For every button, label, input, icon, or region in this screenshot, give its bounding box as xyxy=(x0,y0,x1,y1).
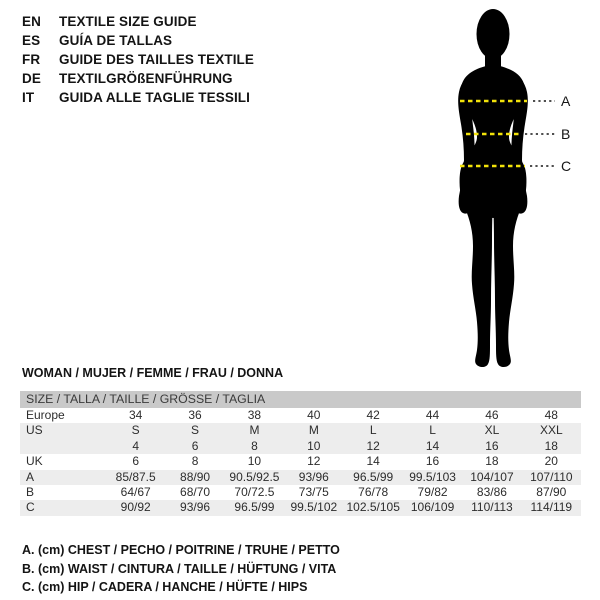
table-cell: 79/82 xyxy=(417,484,448,499)
table-cell: L xyxy=(369,423,377,438)
size-table-body xyxy=(20,408,581,516)
section-title: WOMAN / MUJER / FEMME / FRAU / DONNA xyxy=(22,366,284,380)
woman-silhouette xyxy=(458,9,528,367)
table-cell: S xyxy=(131,423,140,438)
language-row xyxy=(22,31,254,50)
table-cell: 4 xyxy=(132,438,140,453)
legend-line-hip: C. (cm) HIP / CADERA / HANCHE / HÜFTE / HIPS xyxy=(22,580,308,594)
table-cell: 16 xyxy=(425,454,440,469)
marker-label-c: C xyxy=(561,158,572,174)
row-label: B xyxy=(26,484,35,499)
row-label: UK xyxy=(26,454,43,469)
row-label: Europe xyxy=(26,408,65,422)
table-cell: 18 xyxy=(544,438,558,453)
table-cell: 64/67 xyxy=(120,484,151,499)
table-cell: XL xyxy=(484,423,500,438)
row-label: C xyxy=(26,500,35,515)
language-label: TEXTILGRÖßENFÜHRUNG xyxy=(59,71,233,86)
language-title-block xyxy=(22,12,254,107)
table-row xyxy=(20,408,581,423)
table-cell: 44 xyxy=(425,408,440,422)
table-cell: 76/78 xyxy=(358,484,389,499)
table-cell: 12 xyxy=(307,454,321,469)
table-cell: 14 xyxy=(366,454,380,469)
row-label: US xyxy=(26,423,43,438)
table-cell: 83/86 xyxy=(476,484,507,499)
language-label: TEXTILE SIZE GUIDE xyxy=(59,14,197,29)
table-cell: 70/72.5 xyxy=(234,484,275,499)
table-cell: 6 xyxy=(191,438,199,453)
language-label: GUÍA DE TALLAS xyxy=(59,33,173,48)
table-cell: 6 xyxy=(132,454,140,469)
language-code: IT xyxy=(22,90,35,105)
table-cell: 14 xyxy=(425,438,440,453)
table-cell: 99.5/102 xyxy=(290,500,338,515)
language-label: GUIDA ALLE TAGLIE TESSILI xyxy=(59,90,250,105)
language-code: ES xyxy=(22,33,41,48)
table-cell: 93/96 xyxy=(180,500,211,515)
table-cell: 88/90 xyxy=(180,469,211,484)
language-label: GUIDE DES TAILLES TEXTILE xyxy=(59,52,255,67)
table-cell: 8 xyxy=(251,438,258,453)
table-cell: 104/107 xyxy=(470,469,514,484)
legend-line-waist: B. (cm) WAIST / CINTURA / TAILLE / HÜFTUNG / VITA xyxy=(22,561,337,576)
legend-line-chest: A. (cm) CHEST / PECHO / POITRINE / TRUHE / PETTO xyxy=(22,543,340,557)
table-cell: 34 xyxy=(129,408,143,422)
table-cell: 110/113 xyxy=(471,500,513,515)
table-cell: 16 xyxy=(485,438,499,453)
table-cell: 38 xyxy=(247,408,262,422)
language-row xyxy=(22,69,254,88)
silhouette-right-leg xyxy=(493,170,526,367)
table-cell: 8 xyxy=(191,454,199,469)
table-cell: 68/70 xyxy=(180,484,211,499)
table-cell: 93/96 xyxy=(298,469,329,484)
woman-silhouette-svg xyxy=(415,0,600,380)
table-row xyxy=(20,470,581,485)
row-label xyxy=(20,439,106,454)
table-cell: 46 xyxy=(485,408,499,422)
language-code: DE xyxy=(22,71,41,86)
language-code: FR xyxy=(22,52,41,67)
language-row xyxy=(22,50,254,69)
size-table-header: SIZE / TALLA / TAILLE / GRÖSSE / TAGLIA xyxy=(20,391,581,408)
table-cell: 40 xyxy=(307,408,321,422)
table-cell: 107/110 xyxy=(530,469,573,484)
table-row xyxy=(20,439,581,454)
language-row xyxy=(22,88,254,107)
table-row xyxy=(20,423,581,438)
measurement-figure xyxy=(415,0,600,380)
table-cell: 20 xyxy=(544,454,558,469)
table-cell: 36 xyxy=(188,408,202,422)
table-row xyxy=(20,485,581,500)
table-cell: 85/87.5 xyxy=(115,469,156,484)
silhouette-left-leg xyxy=(460,170,493,367)
table-row xyxy=(20,500,581,515)
measurement-legend xyxy=(22,541,340,597)
table-cell: 48 xyxy=(544,408,558,422)
table-cell: S xyxy=(191,423,200,438)
table-cell: 10 xyxy=(307,438,321,453)
table-cell: L xyxy=(429,423,436,438)
table-cell: M xyxy=(308,423,319,438)
table-cell: 73/75 xyxy=(298,484,329,499)
table-cell: 18 xyxy=(485,454,499,469)
table-cell: 99.5/103 xyxy=(409,469,456,484)
table-row xyxy=(20,454,581,469)
table-cell: 87/90 xyxy=(536,484,567,499)
table-cell: M xyxy=(249,423,260,438)
table-cell: 12 xyxy=(366,438,380,453)
table-cell: 96.5/99 xyxy=(353,469,394,484)
marker-label-a: A xyxy=(561,93,571,109)
language-code: EN xyxy=(22,14,41,29)
size-table xyxy=(20,391,581,516)
table-cell: 106/109 xyxy=(410,500,455,515)
table-cell: 42 xyxy=(366,408,380,422)
table-cell: 114/119 xyxy=(530,500,573,515)
row-label: A xyxy=(26,469,35,484)
table-cell: 90.5/92.5 xyxy=(229,469,280,484)
language-row xyxy=(22,12,254,31)
table-cell: 96.5/99 xyxy=(234,500,275,515)
table-cell: 90/92 xyxy=(120,500,151,515)
table-cell: 102.5/105 xyxy=(346,500,400,515)
table-cell: XXL xyxy=(539,423,563,438)
table-cell: 10 xyxy=(247,454,262,469)
marker-label-b: B xyxy=(561,126,571,142)
